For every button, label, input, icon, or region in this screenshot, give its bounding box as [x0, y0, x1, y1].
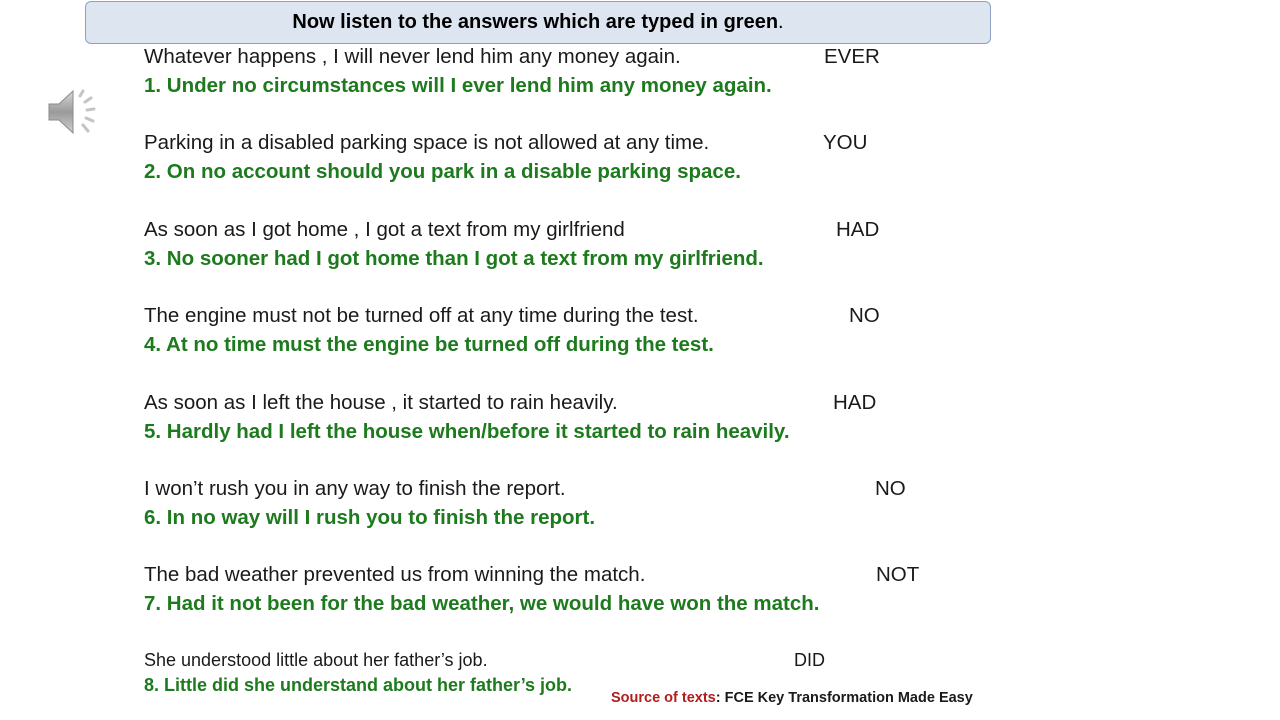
exercise-item-5 — [144, 391, 1044, 444]
answer-sentence: 6. In no way will I rush you to finish the report. — [144, 506, 596, 529]
source-colon: : — [715, 690, 721, 706]
prompt-sentence: Parking in a disabled parking space is not allowed at any time. — [144, 131, 710, 154]
prompt-sentence: The engine must not be turned off at any time during the test. — [144, 304, 699, 327]
prompt-sentence: As soon as I left the house , it started to rain heavily. — [144, 391, 618, 414]
exercise-item-2 — [144, 131, 1044, 184]
answer-sentence: 5. Hardly had I left the house when/before it started to rain heavily. — [144, 420, 790, 443]
keyword: YOU — [823, 131, 868, 154]
answer-sentence: 3. No sooner had I got home than I got a text from my girlfriend. — [144, 247, 764, 270]
exercise-item-7 — [144, 563, 1044, 616]
speaker-icon[interactable] — [46, 86, 102, 138]
exercise-item-6 — [144, 477, 1044, 530]
source-value: FCE Key Transformation Made Easy — [720, 690, 973, 706]
keyword: DID — [794, 650, 825, 670]
answer-sentence: 4. At no time must the engine be turned off during the test. — [144, 333, 714, 356]
source-credit — [611, 690, 973, 706]
exercise-item-4 — [144, 304, 1044, 357]
keyword: NO — [875, 477, 906, 500]
answer-sentence: 8. Little did she understand about her father’s job. — [144, 675, 573, 695]
source-label: Source of texts — [611, 690, 716, 706]
prompt-sentence: Whatever happens , I will never lend him any money again. — [144, 45, 681, 68]
keyword: NOT — [876, 563, 920, 586]
prompt-sentence: The bad weather prevented us from winning the match. — [144, 563, 646, 586]
header-title-period: . — [778, 11, 784, 33]
prompt-sentence: I won’t rush you in any way to finish the report. — [144, 477, 566, 500]
keyword: HAD — [836, 218, 880, 241]
prompt-sentence: She understood little about her father’s job. — [144, 650, 488, 670]
keyword: NO — [849, 304, 880, 327]
exercise-item-3 — [144, 218, 1044, 271]
exercise-item-1 — [144, 45, 1044, 98]
answer-sentence: 7. Had it not been for the bad weather, we would have won the match. — [144, 592, 820, 615]
header-title: Now listen to the answers which are typed in green — [292, 11, 779, 33]
answer-sentence: 1. Under no circumstances will I ever lend him any money again. — [144, 74, 772, 97]
keyword: HAD — [833, 391, 877, 414]
answer-sentence: 2. On no account should you park in a disable parking space. — [144, 160, 741, 183]
prompt-sentence: As soon as I got home , I got a text from my girlfriend — [144, 218, 625, 241]
header-banner — [85, 1, 991, 44]
keyword: EVER — [824, 45, 880, 68]
